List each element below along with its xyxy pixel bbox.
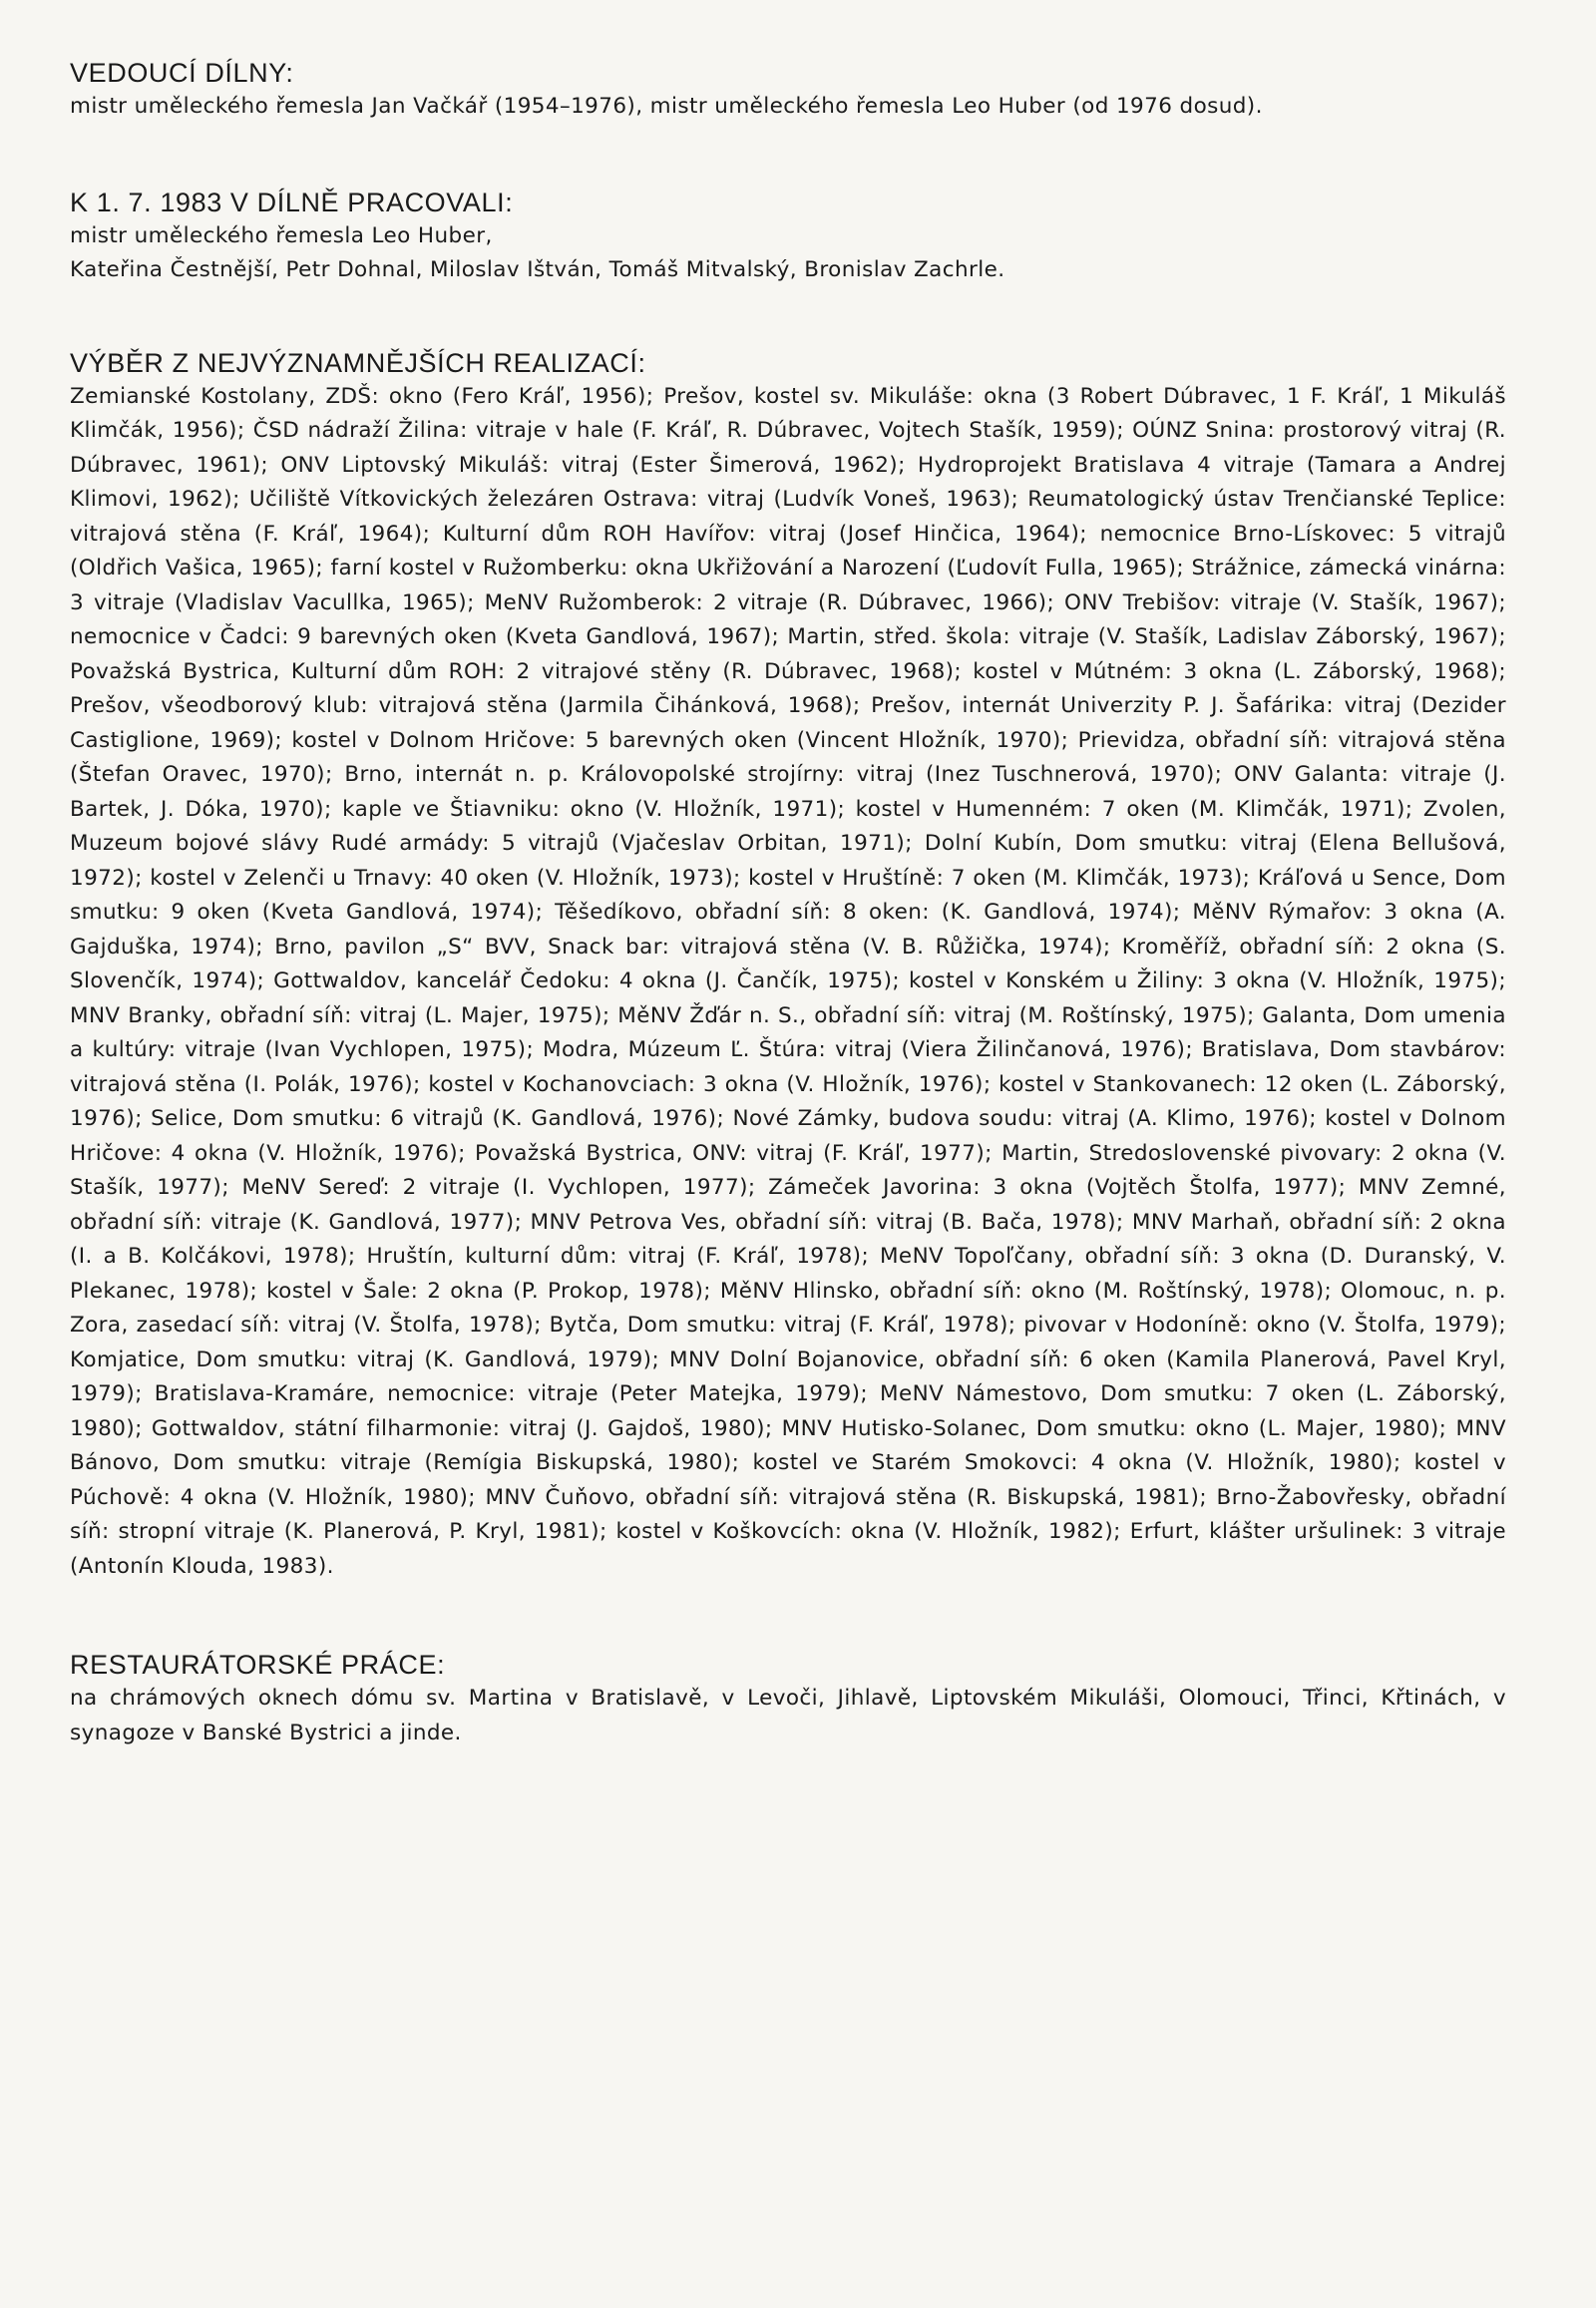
restoration-section — [70, 1648, 1506, 1750]
workshop-leaders-text: mistr uměleckého řemesla Jan Vačkář (1954–1976), mistr uměleckého řemesla Leo Huber (od 1976 dosud). — [70, 94, 1263, 119]
workshop-staff-heading: K 1. 7. 1983 V DÍLNĚ PRACOVALI: — [70, 187, 514, 217]
workshop-staff-line-1: mistr uměleckého řemesla Leo Huber, — [70, 222, 493, 248]
selected-works-heading: VÝBĚR Z NEJVÝZNAMNĚJŠÍCH REALIZACÍ: — [70, 347, 646, 378]
selected-works-section — [70, 346, 1506, 1585]
restoration-heading: RESTAURÁTORSKÉ PRÁCE: — [70, 1650, 446, 1680]
workshop-leaders-section — [70, 56, 1506, 125]
selected-works-text: Zemianské Kostolany, ZDŠ: okno (Fero Kráľ, 1956); Prešov, kostel sv. Mikuláše: okna (3 Robert Dúbravec, 1 F. Kráľ, 1 Mikuláš Klimčák, 1956); ČSD nádraží Žilina: vitraje v hale (F. Kráľ, R. Dúbravec, Vojtech Stašík, 1959); OÚNZ Snina: prostorový vitraj (R. Dúbravec, 1961); ONV Liptovský Mikuláš: vitraj (Ester Šimerová, 1962); Hydroprojekt Bratislava 4 vitraje (Tamara a Andrej Klimovi, 1962); Učiliště Vítkovických železáren Ostrava: vitraj (Ludvík Voneš, 1963); Reumatologický ústav Trenčianské Teplice: vitrajová stěna (F. Kráľ, 1964); Kulturní dům ROH Havířov: vitraj (Josef Hinčica, 1964); nemocnice Brno-Lískovec: 5 vitrajů (Oldřich Vašica, 1965); farní kostel v Ružomberku: okna Ukřižování a Narození (Ľudovít Fulla, 1965); Strážnice, zámecká vinárna: 3 vitraje (Vladislav Vacullka, 1965); MeNV Ružomberok: 2 vitraje (R. Dúbravec, 1966); ONV Trebišov: vitraje (V. Stašík, 1967); nemocnice v Čadci: 9 barevných oken (Kveta Gandlová, 1967); Martin, střed. škola: vitraje (V. Stašík, Ladislav Záborský, 1967); Považská Bystrica, Kulturní dům ROH: 2 vitrajové stěny (R. Dúbravec, 1968); kostel v Mútném: 3 okna (L. Záborský, 1968); Prešov, všeodborový klub: vitrajová stěna (Jarmila Čihánková, 1968); Prešov, internát Univerzity P. J. Šafárika: vitraj (Dezider Castiglione, 1969); kostel v Dolnom Hričove: 5 barevných oken (Vincent Hložník, 1970); Prievidza, obřadní síň: vitrajová stěna (Štefan Oravec, 1970); Brno, internát n. p. Královopolské strojírny: vitraj (Inez Tuschnerová, 1970); ONV Galanta: vitraje (J. Bartek, J. Dóka, 1970); kaple ve Štiavniku: okno (V. Hložník, 1971); kostel v Humenném: 7 oken (M. Klimčák, 1971); Zvolen, Muzeum bojové slávy Rudé armády: 5 vitrajů (Vjačeslav Orbitan, 1971); Dolní Kubín, Dom smutku: vitraj (Elena Bellušová, 1972); kostel v Zelenči u Trnavy: 40 oken (V. Hložník, 1973); kostel v Hruštíně: 7 oken (M. Klimčák, 1973); Kráľová u Sence, Dom smutku: 9 oken (Kveta Gandlová, 1974); Těšedíkovo, obřadní síň: 8 oken: (K. Gandlová, 1974); MěNV Rýmařov: 3 okna (A. Gajduška, 1974); Brno, pavilon „S“ BVV, Snack bar: vitrajová stěna (V. B. Růžička, 1974); Kroměříž, obřadní síň: 2 okna (S. Slovenčík, 1974); Gottwaldov, kancelář Čedoku: 4 okna (J. Čančík, 1975); kostel v Konském u Žiliny: 3 okna (V. Hložník, 1975); MNV Branky, obřadní síň: vitraj (L. Majer, 1975); MěNV Žďár n. S., obřadní síň: vitraj (M. Roštínský, 1975); Galanta, Dom umenia a kultúry: vitraje (Ivan Vychlopen, 1975); Modra, Múzeum Ľ. Štúra: vitraj (Viera Žilinčanová, 1976); Bratislava, Dom stavbárov: vitrajová stěna (I. Polák, 1976); kostel v Kochanovciach: 3 okna (V. Hložník, 1976); kostel v Stankovanech: 12 oken (L. Záborský, 1976); Selice, Dom smutku: 6 vitrajů (K. Gandlová, 1976); Nové Zámky, budova soudu: vitraj (A. Klimo, 1976); kostel v Dolnom Hričove: 4 okna (V. Hložník, 1976); Považská Bystrica, ONV: vitraj (F. Kráľ, 1977); Martin, Stredoslovenské pivovary: 2 okna (V. Stašík, 1977); MeNV Sereď: 2 vitraje (I. Vychlopen, 1977); Zámeček Javorina: 3 okna (Vojtěch Štolfa, 1977); MNV Zemné, obřadní síň: vitraje (K. Gandlová, 1977); MNV Petrova Ves, obřadní síň: vitraj (B. Bača, 1978); MNV Marhaň, obřadní síň: 2 okna (I. a B. Kolčákovi, 1978); Hruštín, kulturní dům: vitraj (F. Kráľ, 1978); MeNV Topoľčany, obřadní síň: 3 okna (D. Duranský, V. Plekanec, 1978); kostel v Šale: 2 okna (P. Prokop, 1978); MěNV Hlinsko, obřadní síň: okno (M. Roštínský, 1978); Olomouc, n. p. Zora, zasedací síň: vitraj (V. Štolfa, 1978); Bytča, Dom smutku: vitraj (F. Kráľ, 1978); pivovar v Hodoníně: okno (V. Štolfa, 1979); Komjatice, Dom smutku: vitraj (K. Gandlová, 1979); MNV Dolní Bojanovice, obřadní síň: 6 oken (Kamila Planerová, Pavel Kryl, 1979); Bratislava-Kramáre, nemocnice: vitraje (Peter Matejka, 1979); MeNV Námestovo, Dom smutku: 7 oken (L. Záborský, 1980); Gottwaldov, státní filharmonie: vitraj (J. Gajdoš, 1980); MNV Hutisko-Solanec, Dom smutku: okno (L. Majer, 1980); MNV Bánovo, Dom smutku: vitraje (Remígia Biskupská, 1980); kostel ve Starém Smokovci: 4 okna (V. Hložník, 1980); kostel v Púchově: 4 okna (V. Hložník, 1980); MNV Čuňovo, obřadní síň: vitrajová stěna (R. Biskupská, 1981); Brno-Žabovřesky, obřadní síň: stropní vitraje (K. Planerová, P. Kryl, 1981); kostel v Koškovcích: okna (V. Hložník, 1982); Erfurt, klášter uršulinek: 3 vitraje (Antonín Klouda, 1983). — [70, 383, 1506, 1579]
document-page — [70, 56, 1506, 1750]
workshop-staff-line-2: Kateřina Čestnější, Petr Dohnal, Miloslav Ištván, Tomáš Mitvalský, Bronislav Zachrle. — [70, 257, 1005, 282]
restoration-text: na chrámových oknech dómu sv. Martina v Bratislavě, v Levoči, Jihlavě, Liptovském Mikuláši, Olomouci, Třinci, Křtinách, v synagoze v Banské Bystrici a jinde. — [70, 1686, 1506, 1745]
workshop-leaders-heading: VEDOUCÍ DÍLNY: — [70, 58, 294, 88]
workshop-staff-text — [70, 219, 1506, 288]
workshop-staff-section — [70, 186, 1506, 288]
